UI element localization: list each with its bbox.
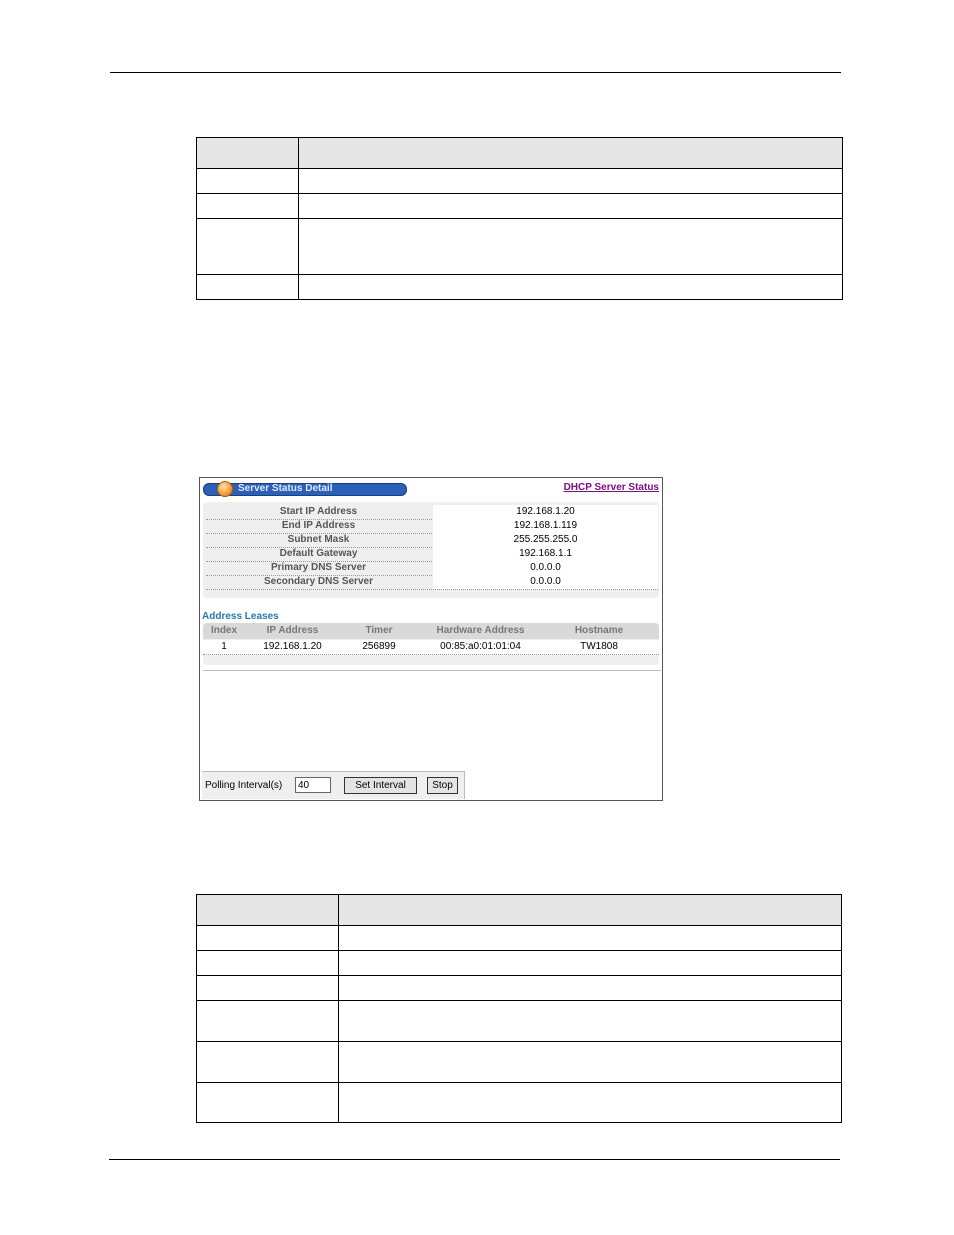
polling-interval-input[interactable]: [295, 777, 331, 793]
table-cell: [299, 219, 843, 275]
detail-value: 192.168.1.20: [433, 505, 658, 519]
table-cell: [339, 1083, 842, 1123]
table-cell: TW1808: [580, 641, 618, 652]
detail-row: [206, 519, 658, 534]
set-interval-button[interactable]: Set Interval: [344, 777, 417, 794]
reference-table-2: [196, 894, 842, 1123]
detail-label: Secondary DNS Server: [264, 576, 373, 587]
column-header: Index: [210, 625, 238, 636]
table-cell: [197, 1083, 339, 1123]
stop-button[interactable]: Stop: [427, 777, 458, 794]
table-cell: [197, 169, 299, 194]
column-header: Hardware Address: [436, 625, 525, 636]
detail-row: [206, 561, 658, 576]
table-cell: [197, 1001, 339, 1042]
detail-row: [206, 505, 658, 520]
table-cell: [339, 1042, 842, 1083]
table-cell: 256899: [362, 641, 396, 652]
table-cell: [339, 976, 842, 1001]
detail-row: [206, 547, 658, 562]
polling-interval-label: Polling Interval(s): [205, 780, 283, 791]
table-header-row: [203, 623, 659, 639]
table-row: [203, 640, 659, 655]
table-cell: 1: [221, 641, 227, 652]
table-cell: 192.168.1.20: [263, 641, 322, 652]
detail-value: 0.0.0.0: [433, 575, 658, 589]
header-rule: [110, 72, 841, 73]
table-cell: [197, 1042, 339, 1083]
detail-label: Default Gateway: [279, 548, 358, 559]
table-cell: [197, 895, 339, 926]
table-cell: [197, 219, 299, 275]
footer-rule: [109, 1159, 840, 1160]
title-bar: [203, 483, 407, 496]
column-header: Timer: [365, 625, 393, 636]
table-cell: [339, 926, 842, 951]
detail-value: 192.168.1.119: [433, 519, 658, 533]
screen-title: Server Status Detail: [238, 483, 333, 494]
detail-row: [206, 575, 658, 590]
detail-label: Primary DNS Server: [270, 562, 367, 573]
detail-label: End IP Address: [281, 520, 356, 531]
table-cell: [197, 138, 299, 169]
table-cell: [339, 951, 842, 976]
detail-value: 255.255.255.0: [433, 533, 658, 547]
address-leases-table: [203, 623, 659, 665]
table-cell: [299, 138, 843, 169]
column-header: Hostname: [574, 625, 624, 636]
column-header: IP Address: [266, 625, 319, 636]
detail-label: Start IP Address: [279, 506, 358, 517]
table-cell: [197, 976, 339, 1001]
detail-value: 192.168.1.1: [433, 547, 658, 561]
detail-table: [203, 502, 659, 598]
table-cell: [299, 275, 843, 300]
divider: [203, 670, 661, 671]
table-cell: [197, 951, 339, 976]
reference-table-1: [196, 137, 843, 300]
server-status-detail-screen: [199, 477, 663, 801]
detail-value: 0.0.0.0: [433, 561, 658, 575]
table-cell: [197, 275, 299, 300]
detail-row: [206, 533, 658, 548]
table-cell: [197, 926, 339, 951]
detail-label: Subnet Mask: [287, 534, 350, 545]
table-cell: 00:85:a0:01:01:04: [440, 641, 521, 652]
dhcp-server-status-link[interactable]: DHCP Server Status: [563, 482, 659, 493]
table-cell: [339, 895, 842, 926]
orb-icon: [217, 481, 233, 497]
table-cell: [197, 194, 299, 219]
polling-bar: [202, 771, 465, 799]
table-cell: [299, 169, 843, 194]
table-cell: [299, 194, 843, 219]
table-cell: [339, 1001, 842, 1042]
address-leases-title: Address Leases: [202, 611, 279, 622]
